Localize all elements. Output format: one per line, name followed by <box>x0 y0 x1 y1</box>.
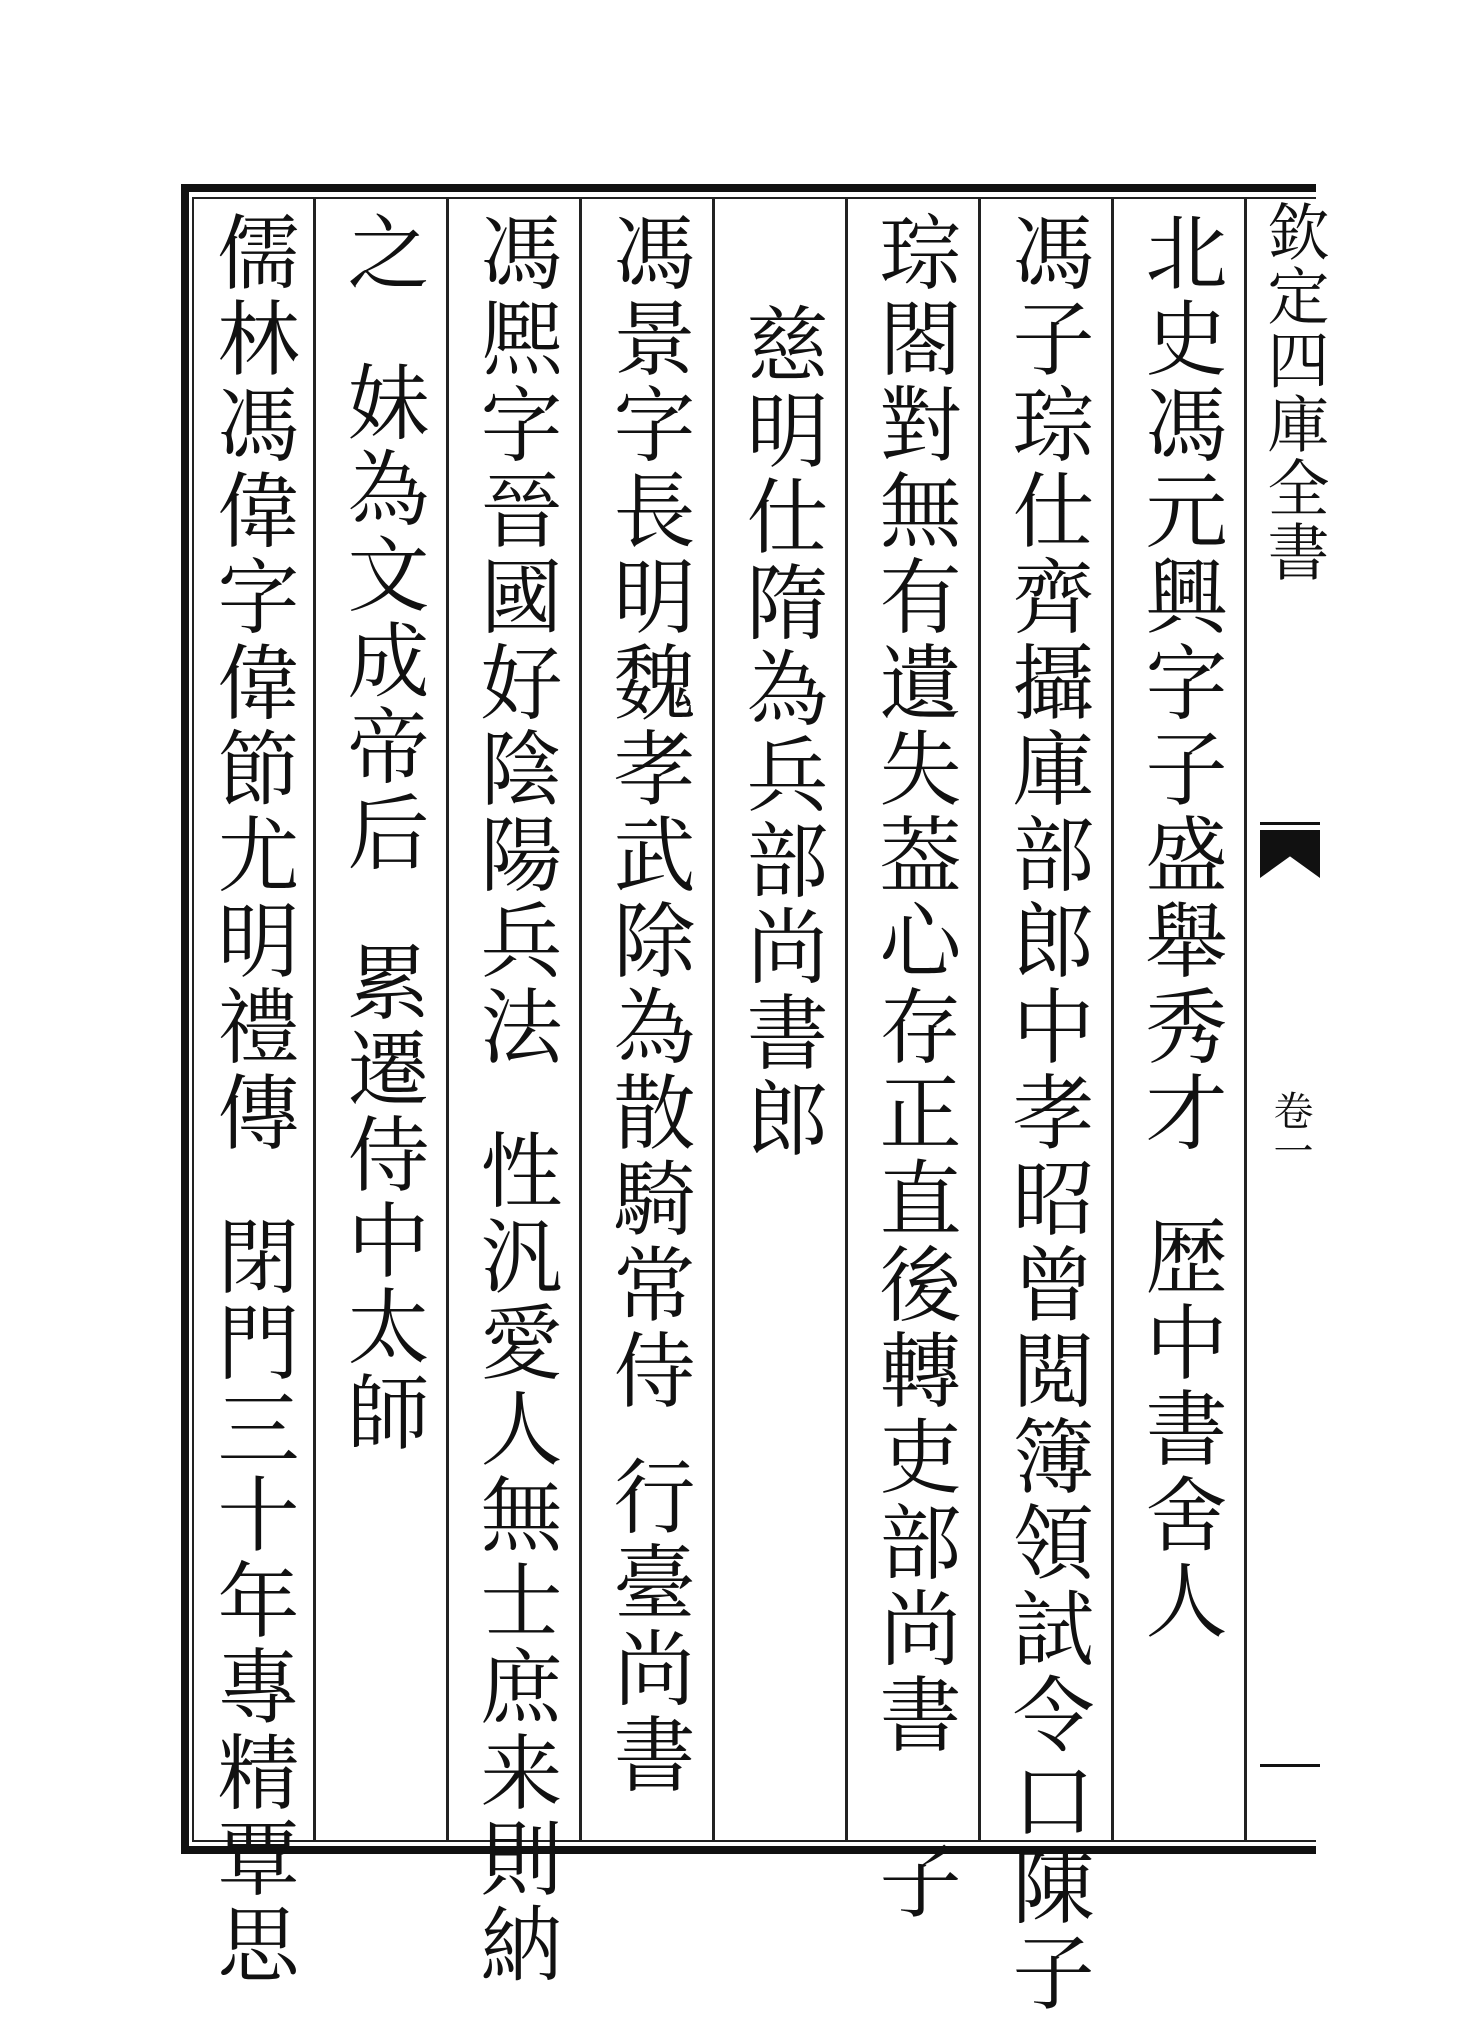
column-text: 妹為文成帝后 <box>334 360 429 876</box>
banxin-rule <box>1260 1764 1320 1767</box>
center-fold-banxin <box>1257 190 1330 1840</box>
text-column-2 <box>987 210 1105 2016</box>
column-text: 琮閤對無有遺失葢心存正直後轉吏部尚書 <box>866 210 961 1758</box>
column-rule <box>845 199 848 1841</box>
column-rule <box>712 199 715 1841</box>
column-text: 行臺尚書 <box>600 1454 695 1798</box>
text-column-5 <box>588 210 706 1840</box>
text-column-6 <box>455 210 573 1988</box>
column-rule <box>1244 199 1247 1841</box>
column-text: 子 <box>866 1838 961 1924</box>
column-text: 馮景字長明魏孝武除為散騎常侍 <box>600 210 695 1414</box>
column-text: 馮子琮仕齊攝庫部郎中孝昭曾閲簿領試令口陳子 <box>999 210 1094 2016</box>
text-column-8 <box>192 210 310 1988</box>
column-rule <box>446 199 449 1841</box>
column-text: 閉門三十年專精覃思 <box>204 1214 299 1988</box>
text-column-4 <box>721 210 839 1840</box>
column-text: 性汎愛人無士庶来則納 <box>467 1128 562 1988</box>
column-text: 累遷侍中太師 <box>334 940 429 1456</box>
column-rule <box>1111 199 1114 1841</box>
text-column-3 <box>854 210 972 1924</box>
column-text: 慈明仕隋為兵部尚書郎 <box>733 302 828 1162</box>
column-rule <box>579 199 582 1841</box>
column-text: 馮熈字晉國好陰陽兵法 <box>467 210 562 1070</box>
book-title: 欽定四庫全書 <box>1257 200 1330 584</box>
text-column-1 <box>1120 210 1238 1840</box>
fishtail-rule <box>1260 822 1320 825</box>
column-text: 儒林馮偉字偉節尤明禮傳 <box>204 210 299 1156</box>
volume-label: 卷一 <box>1267 1090 1313 1170</box>
fishtail-mark <box>1260 830 1320 878</box>
column-text: 之 <box>334 210 429 296</box>
column-rule <box>313 199 316 1841</box>
column-text: 歴中書舍人 <box>1132 1214 1227 1644</box>
column-text: 北史馮元興字子盛舉秀才 <box>1132 210 1227 1156</box>
column-rule <box>978 199 981 1841</box>
text-column-7 <box>322 210 440 1840</box>
